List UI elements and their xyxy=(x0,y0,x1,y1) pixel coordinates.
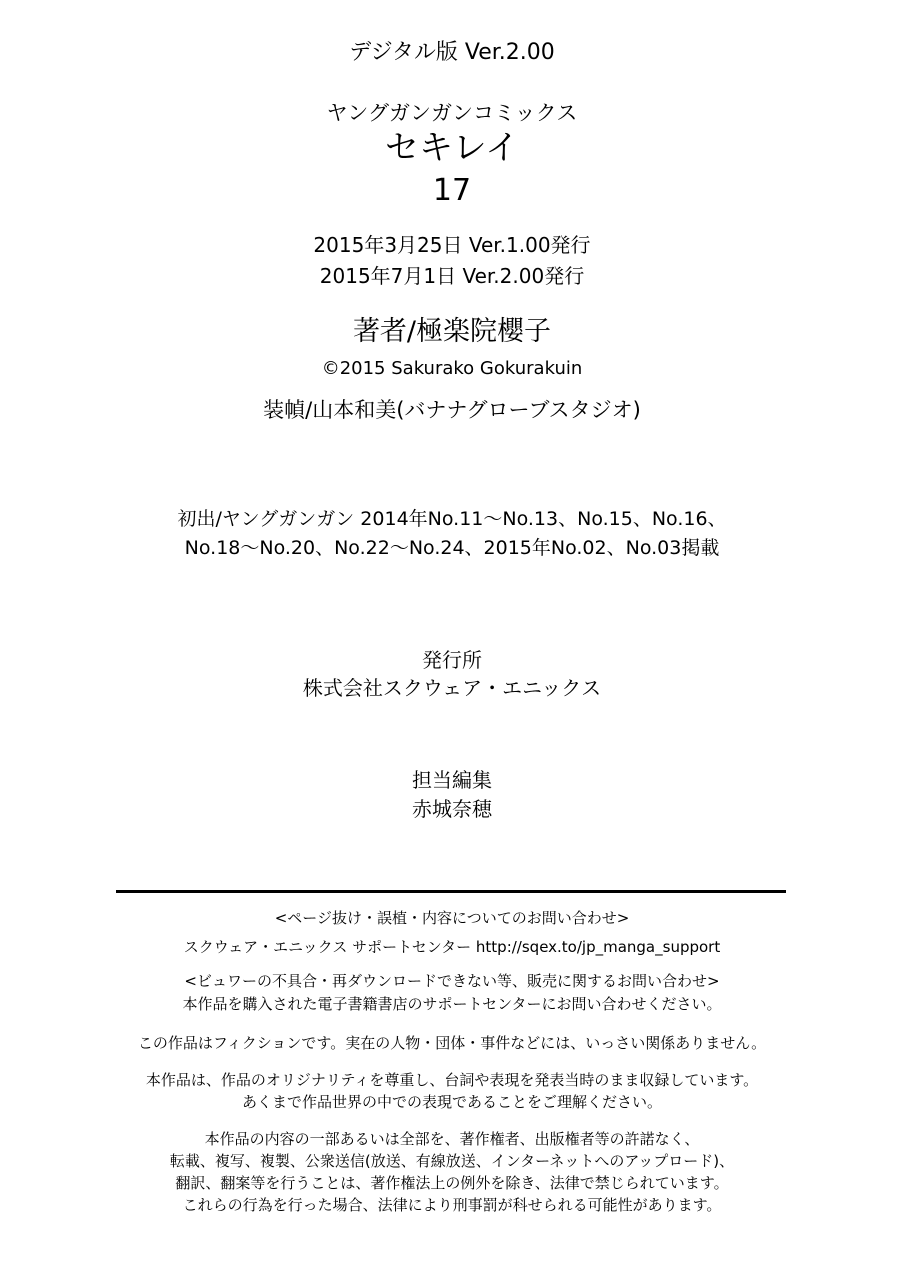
fiction-notice: この作品はフィクションです。実在の人物・団体・事件などには、いっさい関係ありません。 xyxy=(137,1034,767,1052)
inquiry-support: スクウェア・エニックス サポートセンター http://sqex.to/jp_manga_support xyxy=(183,938,721,956)
publisher-label: 発行所 xyxy=(422,648,482,672)
inquiry-title: <ページ抜け・誤植・内容についてのお問い合わせ> xyxy=(274,909,630,927)
publisher-name: 株式会社スクウェア・エニックス xyxy=(302,676,602,700)
editor-name: 赤城奈穂 xyxy=(412,797,492,821)
first-appearance-2: No.18〜No.20、No.22〜No.24、2015年No.02、No.03掲載 xyxy=(184,537,720,559)
originality-notice-2: あくまで作品世界の中での表現であることをご理解ください。 xyxy=(241,1093,662,1111)
copyright-notice-4: これらの行為を行った場合、法律により刑事罰が科せられる可能性があります。 xyxy=(182,1196,722,1214)
viewer-text: 本作品を購入された電子書籍書店のサポートセンターにお問い合わせください。 xyxy=(182,995,722,1013)
release-date-1: 2015年3月25日 Ver.1.00発行 xyxy=(313,233,591,257)
volume-number: 17 xyxy=(432,173,472,208)
copyright-notice-1: 本作品の内容の一部あるいは全部を、著作権者、出版権者等の許諾なく、 xyxy=(204,1130,700,1148)
originality-notice-1: 本作品は、作品のオリジナリティを尊重し、台詞や表現を発表当時のまま収録しています。 xyxy=(145,1071,759,1089)
book-title: セキレイ xyxy=(385,128,519,168)
copyright-notice-2: 転載、複写、複製、公衆送信(放送、有線放送、インターネットへのアップロード)、 xyxy=(169,1152,735,1170)
design-credit: 装幀/山本和美(バナナグローブスタジオ) xyxy=(263,398,641,422)
first-appearance-1: 初出/ヤングガンガン 2014年No.11〜No.13、No.15、No.16、 xyxy=(177,508,727,530)
author-credit: 著者/極楽院櫻子 xyxy=(352,316,552,347)
viewer-title: <ビュワーの不具合・再ダウンロードできない等、販売に関するお問い合わせ> xyxy=(184,972,720,990)
copyright-line: ©2015 Sakurako Gokurakuin xyxy=(321,358,583,379)
divider-rule xyxy=(116,890,786,893)
editor-label: 担当編集 xyxy=(412,768,492,792)
edition-label: デジタル版 Ver.2.00 xyxy=(349,40,555,65)
release-date-2: 2015年7月1日 Ver.2.00発行 xyxy=(319,264,585,288)
series-label: ヤングガンガンコミックス xyxy=(326,101,578,125)
copyright-notice-3: 翻訳、翻案等を行うことは、著作権法上の例外を除き、法律で禁じられています。 xyxy=(175,1174,729,1192)
